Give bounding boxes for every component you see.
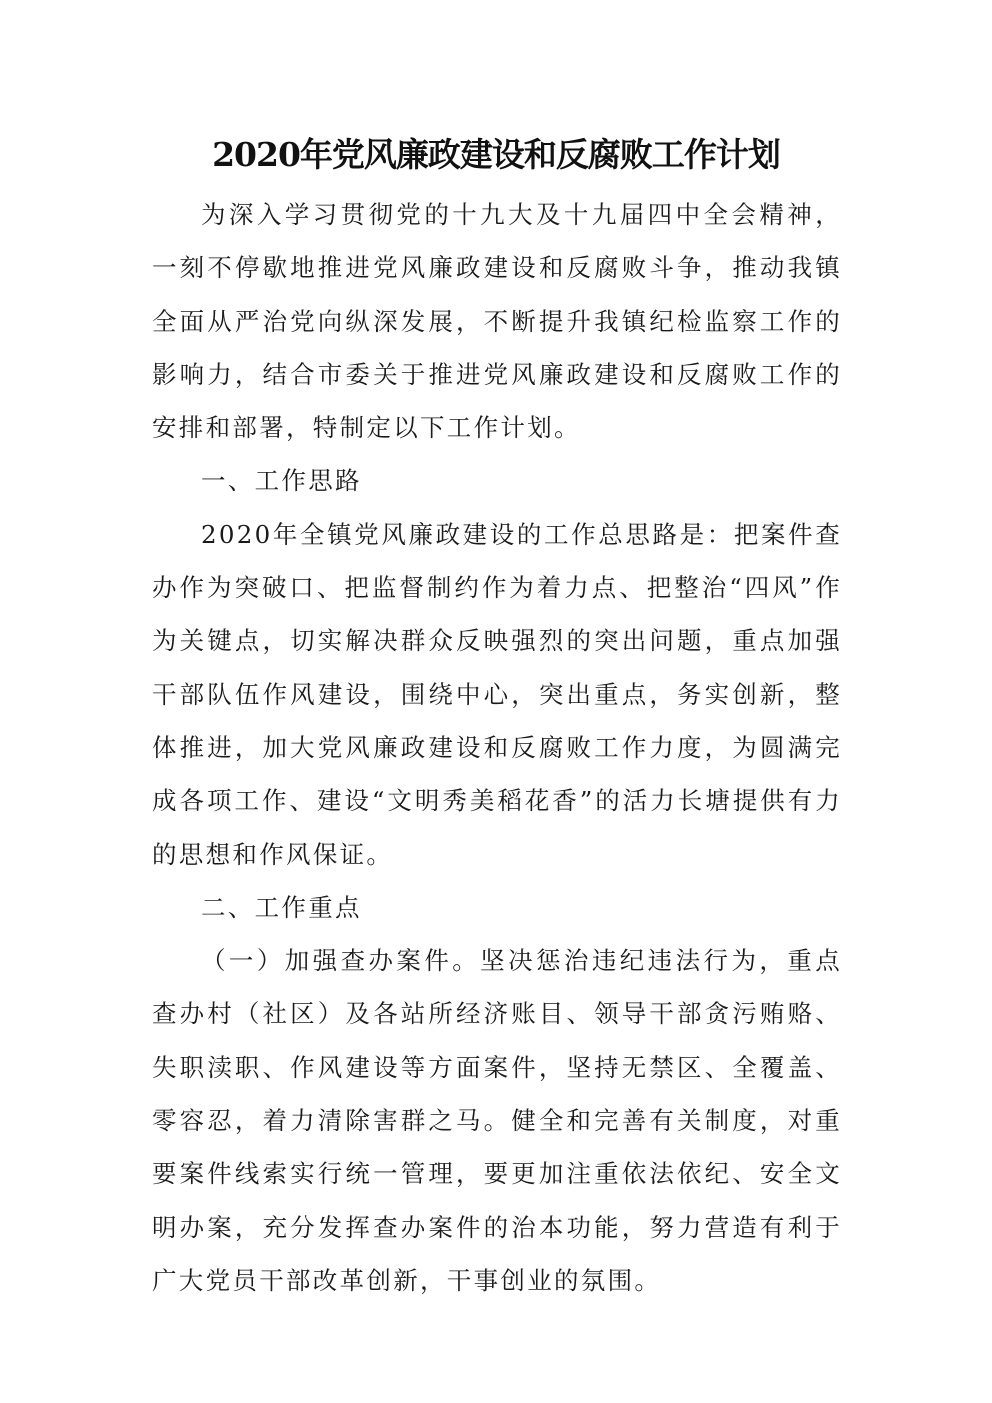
section-heading-approach: 一、工作思路 (201, 466, 362, 496)
approach-paragraph: 2020年全镇党风廉政建设的工作总思路是：把案件查办作为突破口、把监督制约作为着力点、把整治“四风”作为关键点，切实解决群众反映强烈的突出问题，重点加强干部队伍作风建设，围绕中心，突出重点，务实创新，整体推进，加大党风廉政建设和反腐败工作力度，为圆满完成各项工作、建设“文明秀美稻花香”的活力长塘提供有力的思想和作风保证。 (152, 519, 842, 869)
intro-paragraph: 为深入学习贯彻党的十九大及十九届四中全会精神，一刻不停歇地推进党风廉政建设和反腐败斗争，推动我镇全面从严治党向纵深发展，不断提升我镇纪检监察工作的影响力，结合市委关于推进党风廉政建设和反腐败工作的安排和部署，特制定以下工作计划。 (152, 200, 842, 443)
priority-paragraph-case-handling: （一）加强查办案件。坚决惩治违纪违法行为，重点查办村（社区）及各站所经济账目、领导干部贪污贿赂、失职渎职、作风建设等方面案件，坚持无禁区、全覆盖、零容忍，着力清除害群之马。健全和完善有关制度，对重要案件线索实行统一管理，要更加注重依法依纪、安全文明办案，充分发挥查办案件的治本功能，努力营造有利于广大党员干部改革创新，干事创业的氛围。 (152, 946, 842, 1295)
document-title: 2020年党风廉政建设和反腐败工作计划 (212, 135, 780, 174)
document-body (152, 188, 842, 1307)
section-heading-priorities: 二、工作重点 (201, 892, 362, 922)
